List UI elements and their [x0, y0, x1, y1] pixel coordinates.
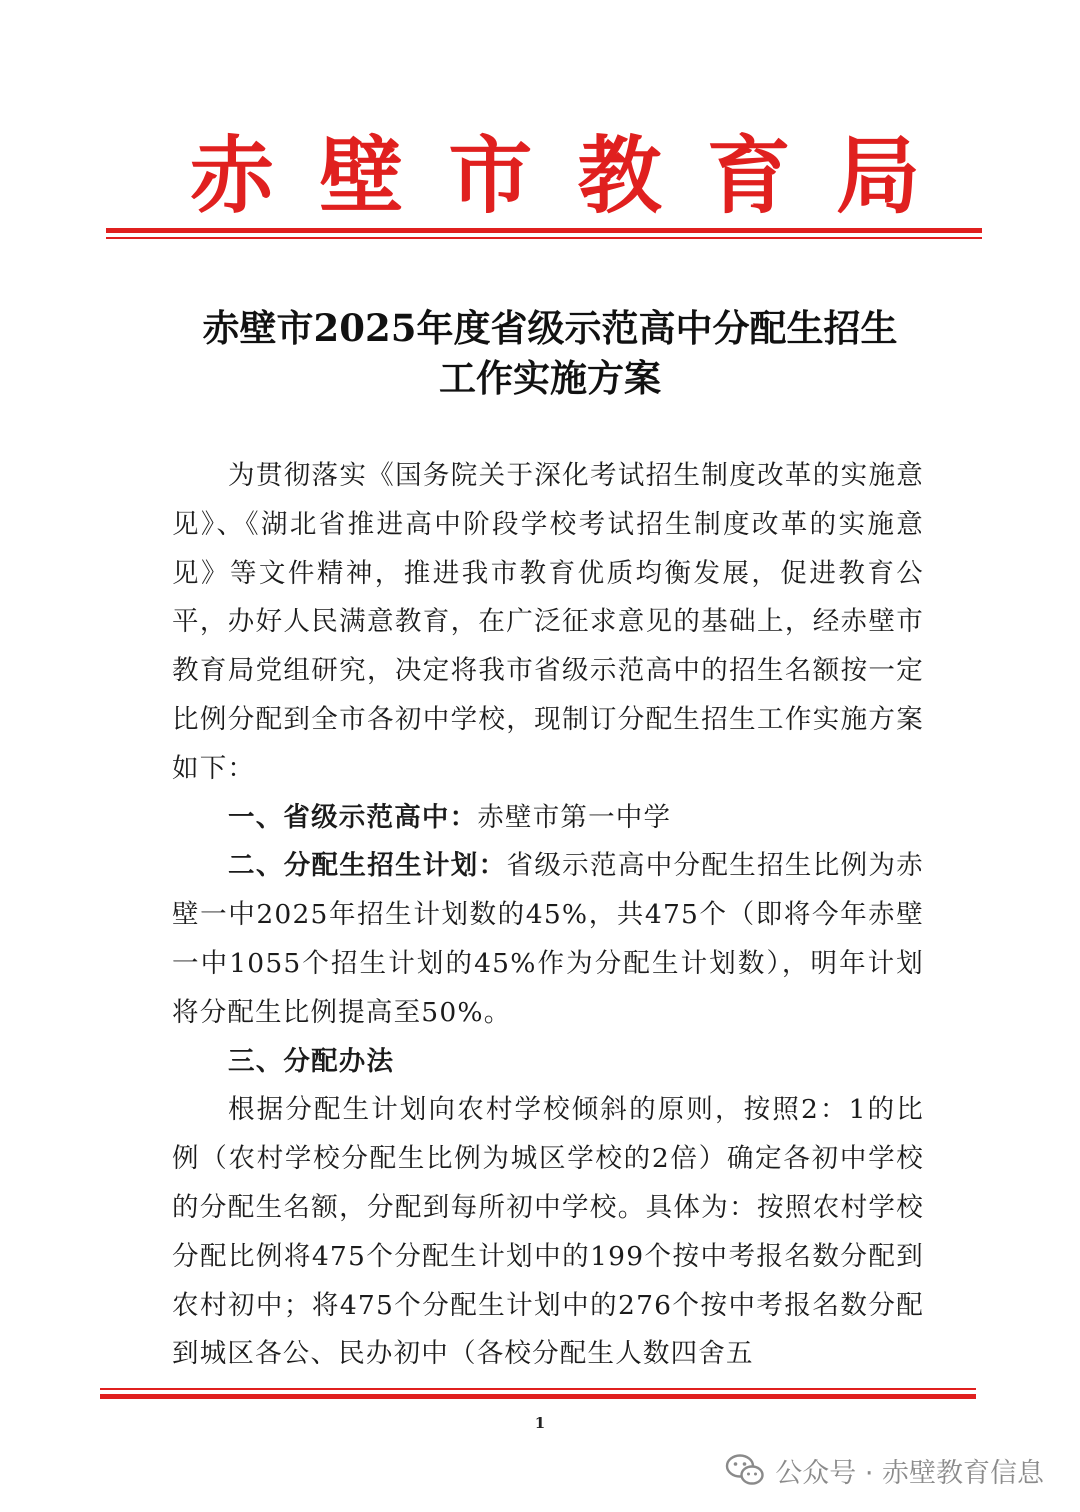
- document-title-line-1: 赤壁市2025年度省级示范高中分配生招生: [202, 306, 898, 350]
- issuing-authority-header: [190, 128, 920, 224]
- section-2-paragraph: [172, 842, 924, 1037]
- header-char: 壁: [319, 126, 404, 225]
- wechat-icon: [725, 1453, 765, 1487]
- section-1-text: 赤壁市第一中学: [477, 801, 672, 833]
- header-char: 局: [835, 126, 920, 225]
- document-title-line-2: 工作实施方案: [439, 356, 661, 400]
- header-char: 育: [706, 126, 791, 225]
- document-body: [172, 452, 924, 1379]
- wechat-watermark: [725, 1448, 1044, 1492]
- header-rule-thin: [106, 237, 982, 239]
- header-char: 市: [448, 126, 533, 225]
- section-2-text: 省级示范高中分配生招生比例为赤壁一中2025年招生计划数的45%，共475个（即将今年赤壁一中1055个招生计划的45%作为分配生计划数），明年计划将分配生比例提高至50%。: [172, 850, 925, 1028]
- header-char: 教: [577, 126, 662, 225]
- page-number: 1: [534, 1414, 546, 1432]
- section-3-paragraph: 根据分配生计划向农村学校倾斜的原则，按照2：1的比例（农村学校分配生比例为城区学校的2倍）确定各初中学校的分配生名额，分配到每所初中学校。具体为：按照农村学校分配比例将475个分配生计划中的199个按中考报名数分配到农村初中；将475个分配生计划中的276个按中考报名数分配到城区各公、民办初中（各校分配生人数四舍五: [172, 1094, 924, 1370]
- section-1-paragraph: [172, 794, 924, 843]
- header-rule-thick: [106, 228, 982, 233]
- footer-rule-thick: [100, 1394, 976, 1399]
- header-char: 赤: [190, 126, 275, 225]
- section-1-heading: 一、省级示范高中：: [228, 801, 478, 833]
- section-2-heading: 二、分配生招生计划：: [228, 850, 507, 882]
- intro-paragraph: 为贯彻落实《国务院关于深化考试招生制度改革的实施意见》、《湖北省推进高中阶段学校考试招生制度改革的实施意见》等文件精神，推进我市教育优质均衡发展，促进教育公平，办好人民满意教育，在广泛征求意见的基础上，经赤壁市教育局党组研究，决定将我市省级示范高中的招生名额按一定比例分配到全市各初中学校，现制订分配生招生工作实施方案如下：: [172, 460, 924, 784]
- footer-rule-thin: [100, 1388, 976, 1390]
- section-3-heading: 三、分配办法: [228, 1045, 395, 1077]
- watermark-text: 公众号 · 赤壁教育信息: [775, 1457, 1044, 1489]
